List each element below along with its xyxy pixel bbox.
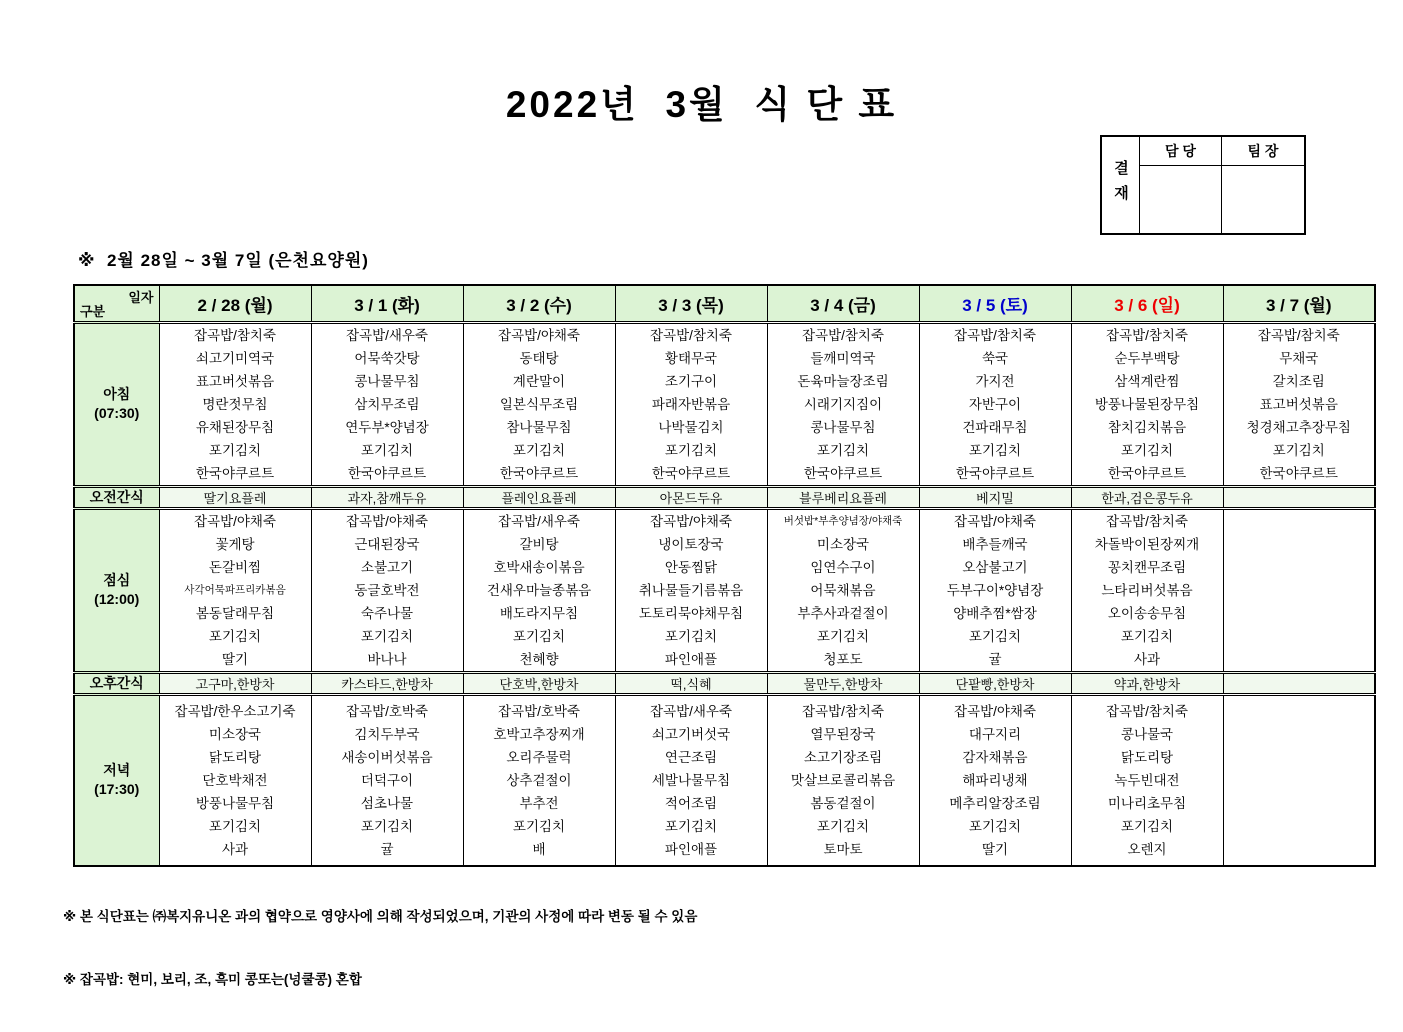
row-label-text: 점심	[103, 572, 131, 588]
menu-item: 꽁치캔무조림	[1107, 559, 1187, 575]
footnote-agreement: ※ 본 식단표는 ㈜복지유니온 과의 협약으로 영양사에 의해 작성되었으며, 기관의 사정에 따라 변동 될 수 있음	[63, 909, 698, 924]
menu-item: 포기김치	[664, 818, 718, 834]
menu-item: 잡곡밥/참치죽	[1257, 327, 1340, 343]
menu-item: 미소장국	[816, 536, 870, 552]
menu-item: 동태탕	[519, 350, 559, 366]
menu-item: 포기김치	[1120, 442, 1174, 458]
menu-item: 열무된장국	[810, 726, 876, 742]
am-snack-cell-0: 딸기요플레	[159, 486, 311, 508]
pm-snack-cell-2: 단호박,한방차	[463, 672, 615, 694]
menu-item: 부추사과겉절이	[797, 605, 889, 621]
menu-item: 포기김치	[664, 628, 718, 644]
menu-item: 참치김치볶음	[1107, 419, 1187, 435]
menu-item: 메추리알장조림	[949, 795, 1041, 811]
row-breakfast	[74, 322, 1375, 486]
menu-item: 돈육마늘장조림	[797, 373, 889, 389]
dinner-cell-0	[159, 694, 311, 866]
menu-item: 콩나물무침	[354, 373, 420, 389]
menu-item: 한국야쿠르트	[803, 465, 883, 481]
menu-item: 섬초나물	[360, 795, 414, 811]
menu-item: 들깨미역국	[810, 350, 876, 366]
menu-item: 배추들깨국	[962, 536, 1028, 552]
menu-item: 봄동겉절이	[810, 795, 876, 811]
menu-item: 호박고추장찌개	[493, 726, 585, 742]
menu-item: 연두부*양념장	[345, 419, 429, 435]
menu-item: 도토리묵야채무침	[638, 605, 744, 621]
menu-item: 포기김치	[360, 818, 414, 834]
menu-item: 계란말이	[512, 373, 566, 389]
row-label-pm-snack	[74, 672, 159, 694]
menu-item: 포기김치	[816, 442, 870, 458]
am-snack-cell-1: 과자,참깨두유	[311, 486, 463, 508]
menu-item: 건새우마늘종볶음	[486, 582, 592, 598]
menu-item: 상추겉절이	[506, 772, 572, 788]
menu-item: 잡곡밥/야채죽	[650, 513, 732, 529]
pm-snack-cell-0: 고구마,한방차	[159, 672, 311, 694]
period-note: ※ 2월 28일 ~ 3월 7일 (은천요양원)	[78, 251, 369, 270]
menu-item: 포기김치	[1272, 442, 1325, 458]
am-snack-cell-2: 플레인요플레	[463, 486, 615, 508]
menu-item: 쇠고기버섯국	[651, 726, 731, 742]
breakfast-cell-5	[919, 322, 1071, 486]
menu-item: 양배추찜*쌈장	[953, 605, 1037, 621]
breakfast-cell-7	[1223, 322, 1375, 486]
menu-item: 잡곡밥/호박죽	[346, 703, 428, 719]
dinner-cell-3	[615, 694, 767, 866]
menu-item: 잡곡밥/참치죽	[1106, 327, 1188, 343]
menu-item: 사각어묵파프리카볶음	[184, 583, 286, 596]
menu-item: 숙주나물	[360, 605, 414, 621]
menu-item: 녹두빈대전	[1114, 772, 1180, 788]
dinner-cell-2	[463, 694, 615, 866]
menu-item: 느타리버섯볶음	[1101, 582, 1193, 598]
date-header-2: 3 / 2 (수)	[463, 285, 615, 322]
menu-item: 파래자반볶음	[651, 396, 731, 412]
menu-item: 포기김치	[208, 818, 262, 834]
menu-item: 차돌박이된장찌개	[1094, 536, 1200, 552]
menu-item: 두부구이*양념장	[946, 582, 1044, 598]
menu-table-body	[74, 322, 1375, 866]
menu-item: 포기김치	[968, 442, 1022, 458]
menu-item: 포기김치	[360, 442, 414, 458]
menu-item: 잡곡밥/야채죽	[346, 513, 428, 529]
corner-label-category: 구분	[80, 303, 106, 319]
menu-item: 포기김치	[208, 442, 262, 458]
lunch-cell-5	[919, 508, 1071, 672]
dinner-cell-5	[919, 694, 1071, 866]
row-label-time: (07:30)	[94, 405, 140, 421]
menu-item: 포기김치	[816, 818, 870, 834]
pm-snack-cell-3: 떡,식혜	[615, 672, 767, 694]
menu-item: 한국야쿠르트	[651, 465, 731, 481]
menu-item: 잡곡밥/새우죽	[650, 703, 732, 719]
corner-label-date: 일자	[128, 290, 154, 305]
footnote-multigrain: ※ 잡곡밥: 현미, 보리, 조, 흑미 콩또는(넝쿨콩) 혼합	[63, 972, 362, 987]
menu-item: 단호박채전	[202, 772, 268, 788]
menu-item: 포기김치	[968, 818, 1022, 834]
menu-item: 봄동달래무침	[195, 605, 275, 621]
row-label-text: 오전간식	[89, 488, 144, 505]
menu-item: 미소장국	[208, 726, 262, 742]
page-title: 2022년 3월 식 단 표	[505, 84, 898, 125]
row-label-time: (17:30)	[94, 781, 140, 798]
pm-snack-cell-5: 단팥빵,한방차	[919, 672, 1071, 694]
menu-item: 한국야쿠르트	[1259, 465, 1338, 481]
menu-table-head	[74, 285, 1375, 322]
corner-cell	[74, 285, 159, 322]
menu-item: 소불고기	[360, 559, 414, 575]
am-snack-cell-6: 한과,검은콩두유	[1071, 486, 1223, 508]
menu-item: 안동찜닭	[664, 559, 718, 575]
approval-box	[1100, 135, 1306, 235]
row-label-text: 오후간식	[89, 674, 144, 691]
menu-item: 버섯밥*부추양념장/야채죽	[783, 514, 903, 527]
lunch-cell-3	[615, 508, 767, 672]
menu-item: 오이송송무침	[1107, 605, 1187, 621]
menu-item: 포기김치	[360, 628, 414, 644]
row-am-snack	[74, 486, 1375, 508]
menu-item: 냉이토장국	[658, 536, 724, 552]
menu-item: 잡곡밥/참치죽	[802, 703, 884, 719]
menu-item: 딸기	[221, 651, 249, 667]
menu-item: 부추전	[519, 795, 559, 811]
menu-item: 맛살브로콜리볶음	[790, 772, 896, 788]
lunch-cell-7	[1223, 508, 1375, 672]
menu-item: 파인애플	[664, 841, 718, 857]
menu-item: 잡곡밥/야채죽	[954, 513, 1036, 529]
menu-item: 연근조림	[664, 749, 718, 765]
footnotes	[63, 864, 697, 1032]
date-header-4: 3 / 4 (금)	[767, 285, 919, 322]
menu-item: 무채국	[1279, 350, 1319, 366]
menu-item: 감자채볶음	[962, 749, 1028, 765]
menu-item: 토마토	[823, 841, 863, 857]
lunch-cell-0	[159, 508, 311, 672]
menu-item: 더덕구이	[360, 772, 414, 788]
row-label-dinner	[74, 694, 159, 866]
breakfast-cell-6	[1071, 322, 1223, 486]
row-lunch	[74, 508, 1375, 672]
date-header-5: 3 / 5 (토)	[919, 285, 1071, 322]
menu-item: 바나나	[367, 651, 407, 667]
pm-snack-cell-7	[1223, 672, 1375, 694]
menu-item: 삼치무조림	[354, 396, 420, 412]
menu-item: 포기김치	[968, 628, 1022, 644]
menu-item: 잡곡밥/호박죽	[498, 703, 580, 719]
breakfast-cell-2	[463, 322, 615, 486]
lunch-cell-2	[463, 508, 615, 672]
menu-item: 포기김치	[1120, 818, 1174, 834]
row-dinner	[74, 694, 1375, 866]
breakfast-cell-0	[159, 322, 311, 486]
menu-item: 호박새송이볶음	[493, 559, 585, 575]
menu-item: 잡곡밥/참치죽	[802, 327, 884, 343]
menu-item: 오리주물럭	[506, 749, 572, 765]
am-snack-cell-4: 블루베리요플레	[767, 486, 919, 508]
menu-item: 잡곡밥/참치죽	[1106, 513, 1188, 529]
breakfast-cell-4	[767, 322, 919, 486]
menu-item: 천혜향	[519, 651, 559, 667]
menu-item: 갈치조림	[1272, 373, 1325, 389]
menu-item: 돈갈비찜	[208, 559, 262, 575]
menu-item: 오렌지	[1127, 841, 1167, 857]
menu-item: 임연수구이	[810, 559, 876, 575]
dinner-cell-7	[1223, 694, 1375, 866]
menu-item: 잡곡밥/참치죽	[194, 327, 276, 343]
row-label-breakfast	[74, 322, 159, 486]
menu-item: 포기김치	[512, 442, 566, 458]
menu-item: 포기김치	[512, 818, 566, 834]
menu-item: 잡곡밥/참치죽	[954, 327, 1036, 343]
menu-item: 시래기지짐이	[803, 396, 883, 412]
menu-item: 포기김치	[512, 628, 566, 644]
date-header-row	[74, 285, 1375, 322]
date-header-3: 3 / 3 (목)	[615, 285, 767, 322]
menu-item: 한국야쿠르트	[347, 465, 427, 481]
am-snack-cell-7	[1223, 486, 1375, 508]
menu-item: 잡곡밥/야채죽	[194, 513, 276, 529]
menu-item: 귤	[988, 651, 1002, 667]
menu-item: 파인애플	[664, 651, 718, 667]
menu-item: 참나물무침	[506, 419, 572, 435]
am-snack-cell-3: 아몬드두유	[615, 486, 767, 508]
row-label-lunch	[74, 508, 159, 672]
menu-item: 쇠고기미역국	[195, 350, 275, 366]
dinner-cell-4	[767, 694, 919, 866]
menu-item: 조기구이	[664, 373, 718, 389]
menu-item: 귤	[380, 841, 394, 857]
menu-item: 딸기	[981, 841, 1009, 857]
menu-item: 포기김치	[208, 628, 262, 644]
menu-item: 적어조림	[664, 795, 718, 811]
approval-sign-cell-team-leader	[1222, 166, 1304, 233]
menu-item: 순두부백탕	[1114, 350, 1180, 366]
menu-item: 소고기장조림	[803, 749, 883, 765]
menu-item: 표고버섯볶음	[1259, 396, 1338, 412]
menu-item: 새송이버섯볶음	[341, 749, 433, 765]
menu-item: 잡곡밥/야채죽	[498, 327, 580, 343]
row-label-am-snack	[74, 486, 159, 508]
menu-item: 쑥국	[981, 350, 1009, 366]
menu-item: 어묵채볶음	[810, 582, 876, 598]
date-header-1: 3 / 1 (화)	[311, 285, 463, 322]
menu-item: 한국야쿠르트	[955, 465, 1035, 481]
menu-item: 미나리초무침	[1107, 795, 1187, 811]
menu-item: 삼색계란찜	[1114, 373, 1180, 389]
menu-table	[73, 284, 1376, 867]
menu-item: 잡곡밥/새우죽	[346, 327, 428, 343]
menu-item: 명란젓무침	[202, 396, 268, 412]
menu-item: 나박물김치	[658, 419, 724, 435]
pm-snack-cell-1: 카스타드,한방차	[311, 672, 463, 694]
menu-item: 배도라지무침	[499, 605, 579, 621]
menu-item: 포기김치	[1120, 628, 1174, 644]
row-label-time: (12:00)	[94, 591, 140, 607]
date-header-0: 2 / 28 (월)	[159, 285, 311, 322]
menu-item: 해파리냉채	[962, 772, 1028, 788]
menu-item: 콩나물국	[1120, 726, 1174, 742]
row-label-text: 저녁	[103, 762, 131, 779]
menu-item: 김치두부국	[354, 726, 420, 742]
date-header-7: 3 / 7 (월)	[1223, 285, 1375, 322]
menu-item: 잡곡밥/새우죽	[498, 513, 580, 529]
menu-item: 유채된장무침	[195, 419, 275, 435]
approval-col-team-leader: 팀 장	[1222, 137, 1304, 166]
menu-item: 잡곡밥/야채죽	[954, 703, 1036, 719]
menu-item: 세발나물무침	[651, 772, 731, 788]
menu-item: 일본식무조림	[499, 396, 579, 412]
lunch-cell-1	[311, 508, 463, 672]
row-label-text: 아침	[103, 386, 131, 402]
approval-sign-cell-staff	[1140, 166, 1222, 233]
lunch-cell-4	[767, 508, 919, 672]
pm-snack-cell-4: 물만두,한방차	[767, 672, 919, 694]
am-snack-cell-5: 베지밀	[919, 486, 1071, 508]
menu-item: 취나물들기름볶음	[638, 582, 744, 598]
approval-grid	[1140, 137, 1304, 233]
menu-item: 한국야쿠르트	[499, 465, 579, 481]
menu-item: 한국야쿠르트	[195, 465, 275, 481]
menu-item: 어묵쑥갓탕	[354, 350, 420, 366]
menu-item: 포기김치	[816, 628, 870, 644]
menu-item: 동글호박전	[354, 582, 420, 598]
menu-item: 방풍나물된장무침	[1094, 396, 1200, 412]
menu-item: 오삼불고기	[962, 559, 1028, 575]
menu-item: 배	[532, 841, 546, 857]
menu-item: 잡곡밥/참치죽	[650, 327, 732, 343]
menu-item: 황태무국	[664, 350, 718, 366]
approval-col-staff: 담 당	[1140, 137, 1222, 166]
menu-item: 사과	[1133, 651, 1161, 667]
menu-item: 자반구이	[968, 396, 1022, 412]
menu-item: 근대된장국	[354, 536, 420, 552]
menu-item: 꽃게탕	[215, 536, 255, 552]
menu-item: 청경채고추장무침	[1246, 419, 1351, 435]
date-header-6: 3 / 6 (일)	[1071, 285, 1223, 322]
menu-item: 한국야쿠르트	[1107, 465, 1187, 481]
menu-item: 청포도	[823, 651, 863, 667]
breakfast-cell-3	[615, 322, 767, 486]
menu-item: 콩나물무침	[810, 419, 876, 435]
pm-snack-cell-6: 약과,한방차	[1071, 672, 1223, 694]
menu-item: 방풍나물무침	[195, 795, 275, 811]
row-pm-snack	[74, 672, 1375, 694]
dinner-cell-1	[311, 694, 463, 866]
menu-item: 가지전	[975, 373, 1015, 389]
menu-item: 닭도리탕	[208, 749, 262, 765]
menu-item: 갈비탕	[519, 536, 559, 552]
menu-item: 사과	[221, 841, 249, 857]
menu-item: 닭도리탕	[1120, 749, 1174, 765]
menu-item: 잡곡밥/한우소고기죽	[174, 703, 296, 719]
approval-stamp-label: 결재	[1102, 137, 1140, 233]
lunch-cell-6	[1071, 508, 1223, 672]
dinner-cell-6	[1071, 694, 1223, 866]
menu-item: 대구지리	[968, 726, 1022, 742]
menu-item: 잡곡밥/참치죽	[1106, 703, 1188, 719]
menu-item: 건파래무침	[962, 419, 1028, 435]
breakfast-cell-1	[311, 322, 463, 486]
menu-item: 포기김치	[664, 442, 718, 458]
menu-item: 표고버섯볶음	[195, 373, 275, 389]
